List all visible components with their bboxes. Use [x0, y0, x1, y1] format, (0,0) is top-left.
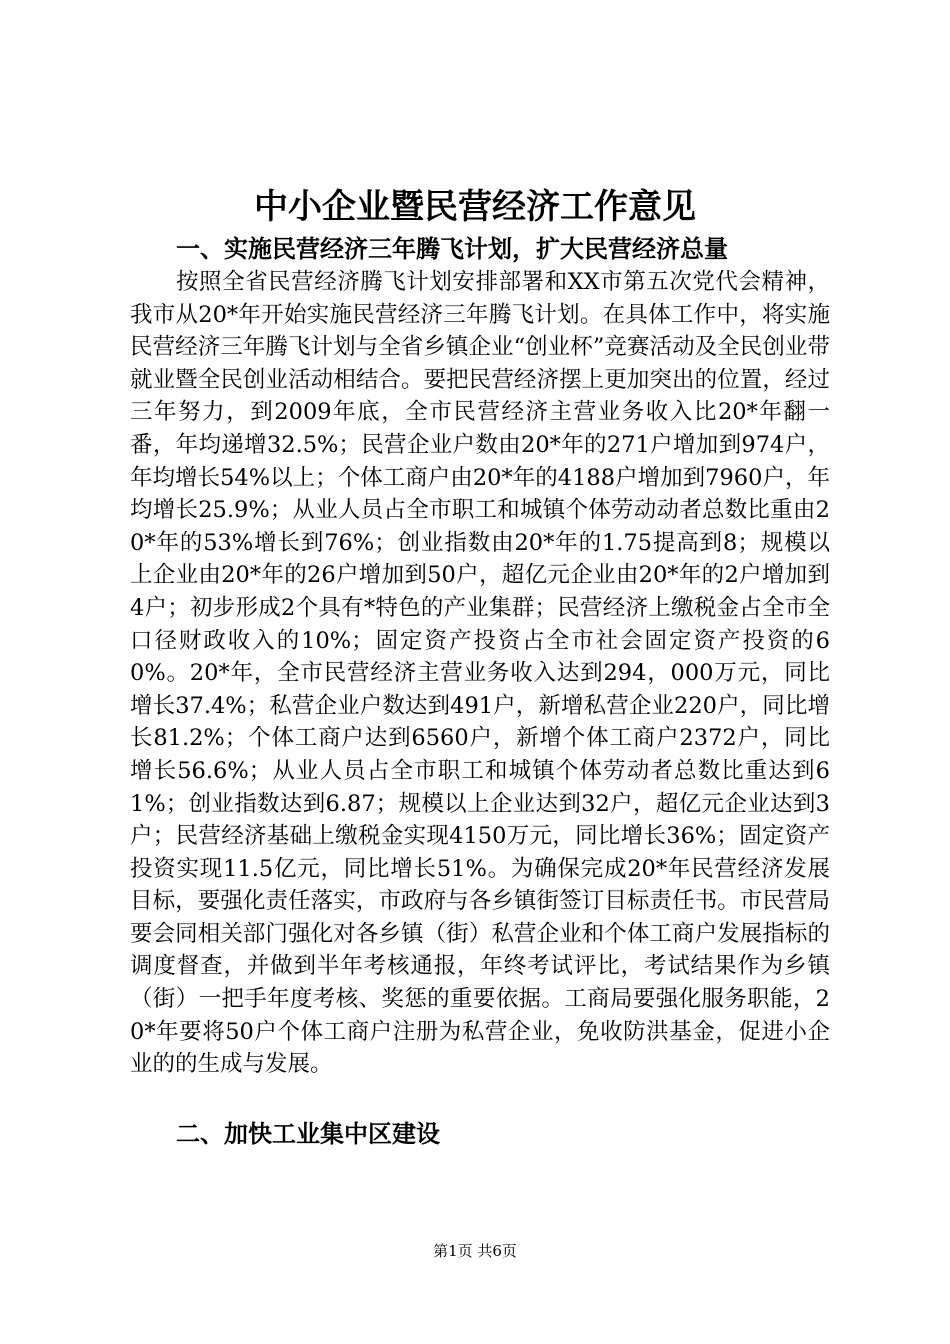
section-2-heading: 二、加快工业集中区建设: [176, 1120, 440, 1148]
page-number-footer: 第1页 共6页: [433, 1242, 517, 1260]
section-1-heading: 一、实施民营经济三年腾飞计划，扩大民营经济总量: [176, 235, 728, 263]
document-title: 中小企业暨民营经济工作意见: [254, 187, 696, 227]
section-1-body: 按照全省民营经济腾飞计划安排部署和XX市第五次党代会精神，我市从20*年开始实施民营经济三年腾飞计划。在具体工作中，将实施民营经济三年腾飞计划与全省乡镇企业“创业杯”竞赛活动及全民创业带就业暨全民创业活动相结合。要把民营经济摆上更加突出的位置，经过三年努力，到2009年底，全市民营经济主营业务收入比20*年翻一番，年均递增32.5%；民营企业户数由20*年的271户增加到974户，年均增长54%以上；个体工商户由20*年的4188户增加到7960户，年均增长25.9%；从业人员占全市职工和城镇个体劳动动者总数比重由20*年的53%增长到76%；创业指数由20*年的1.75提高到8；规模以上企业由20*年的26户增加到50户，超亿元企业由20*年的2户增加到4户；初步形成2个具有*特色的产业集群；民营经济上缴税金占全市全口径财政收入的10%；固定资产投资占全市社会固定资产投资的60%。20*年，全市民营经济主营业务收入达到294，000万元，同比增长37.4%；私营企业户数达到491户，新增私营企业220户，同比增长81.2%；个体工商户达到6560户，新增个体工商户2372户，同比增长56.6%；从业人员占全市职工和城镇个体劳动者总数比重达到61%；创业指数达到6.87；规模以上企业达到32户，超亿元企业达到3户；民营经济基础上缴税金实现4150万元，同比增长36%；固定资产投资实现11.5亿元，同比增长51%。为确保完成20*年民营经济发展目标，要强化责任落实，市政府与各乡镇街签订目标责任书。市民营局要会同相关部门强化对各乡镇（街）私营企业和个体工商户发展指标的调度督查，并做到半年考核通报，年终考试评比，考试结果作为乡镇（街）一把手年度考核、奖惩的重要依据。工商局要强化服务职能，20*年要将50户个体工商户注册为私营企业，免收防洪基金，促进小企业的的生成与发展。: [130, 269, 830, 1078]
